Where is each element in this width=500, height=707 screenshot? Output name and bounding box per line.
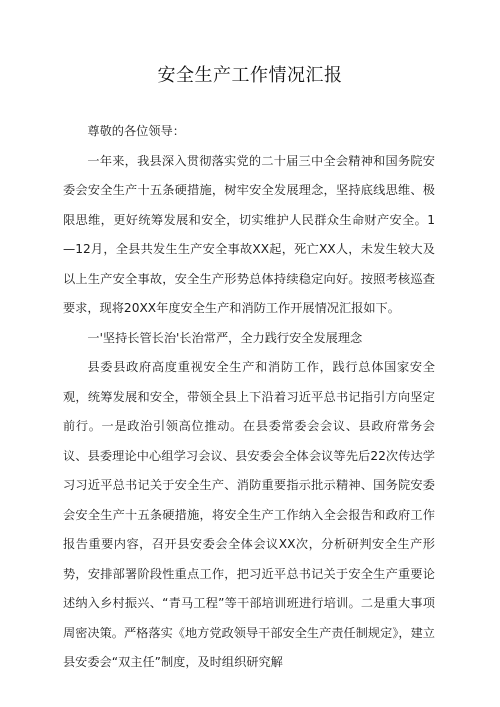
- section-heading: 一'坚持长管长治'长治常严，全力践行安全发展理念: [87, 330, 363, 345]
- paragraph-section-1: 县委县政府高度重视安全生产和消防工作，践行总体国家安全观，统筹发展和安全，带领全县上下沿着习近平总书记指引方向坚定前行。一是政治引领高位推动。在县委常委会会议、县政府常务会议、县委理论中心组学习会议、县安委会全体会议等先后22次传达学习习近平总书记关于安全生产、消防重要指示批示精神、国务院安委会安全生产十五条硬措施，将安全生产工作纳入全会报告和政府工作报告重要内容，召开县安委会全体会议XX次，分析研判安全生产形势，安排部署阶段性重点工作，把习近平总书记关于安全生产重要论述纳入乡村振兴、“青马工程”等干部培训班进行培训。二是重大事项周密决策。严格落实《地方党政领导干部安全生产责任制规定》，建立县安委会“双主任”制度，及时组织研究解: [63, 360, 435, 669]
- salutation: 尊敬的各位领导：: [87, 124, 185, 138]
- document-title: 安全生产工作情况汇报: [157, 65, 343, 86]
- document-body: [63, 117, 435, 678]
- paragraph-intro: 一年来，我县深入贯彻落实党的二十届三中全会精神和国务院安委会安全生产十五条硬措施，树牢安全发展理念，坚持底线思维、极限思维，更好统筹发展和安全，切实维护人民群众生命财产安全。1—12月，全县共发生生产安全事故XX起，死亡XX人，未发生较大及以上生产安全事故，安全生产形势总体持续稳定向好。按照考核巡查要求，现将20XX年度安全生产和消防工作开展情况汇报如下。: [63, 153, 435, 315]
